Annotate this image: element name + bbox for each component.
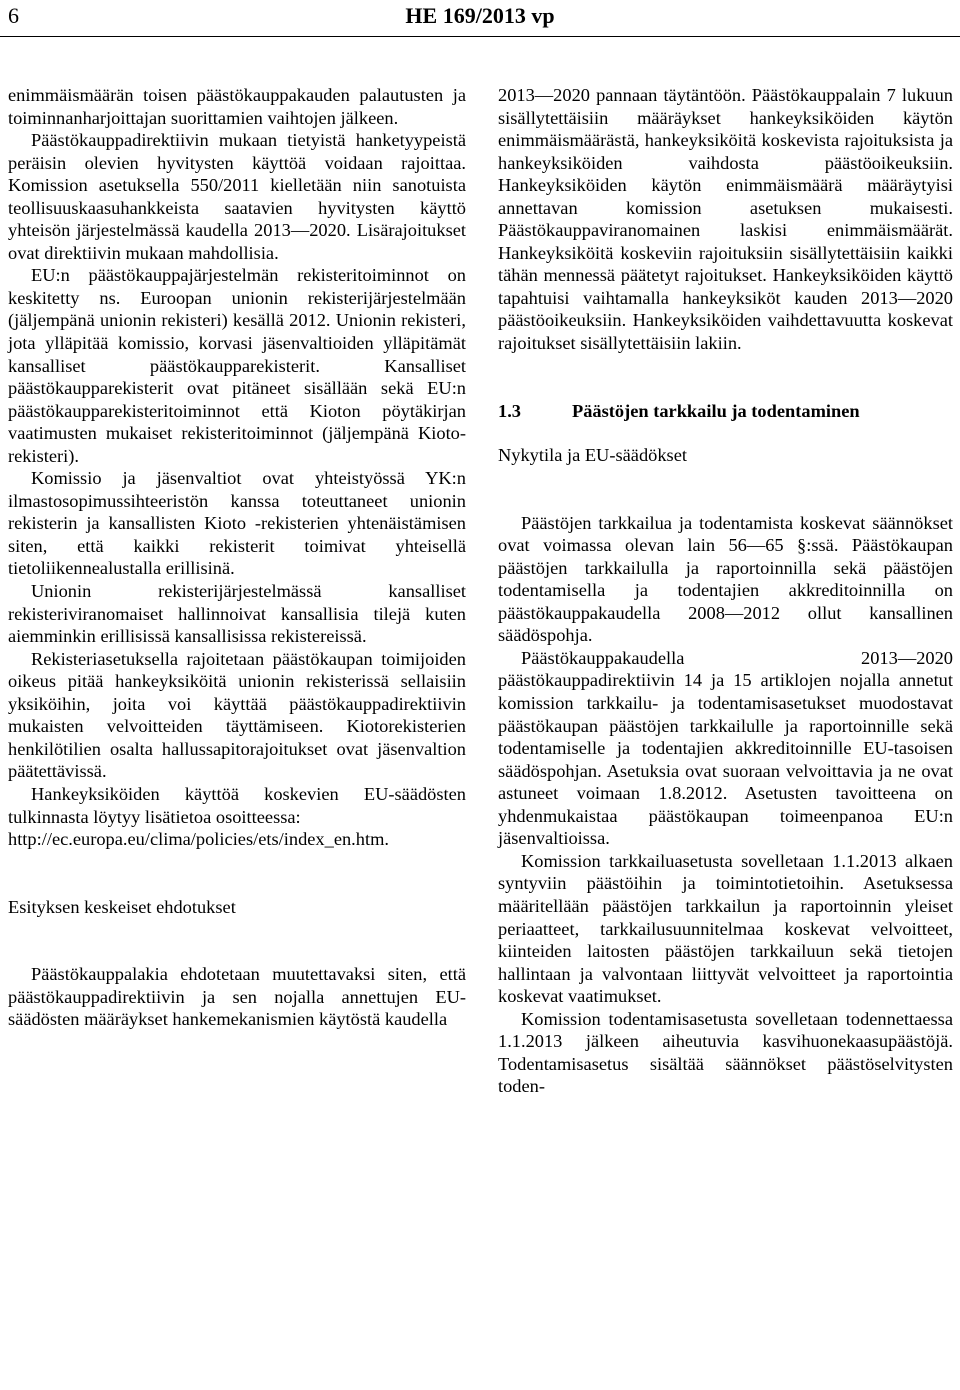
reference-url[interactable]: http://ec.europa.eu/clima/policies/ets/index_en.htm. [8,829,389,850]
paragraph: Päästökauppakaudella 2013—2020 päästökauppadirektiivin 14 ja 15 artiklojen nojalla annetut komission tarkkailu- ja todentamisasetukset muodostavat päästökaupan päästöjen tarkkailulle ja raportoinnille sekä todentamiselle ja todentajien akkreditoinnille EU-tasoisen säädöspohjan. Asetuksia ovat suoraan velvoittavia ja ne ovat astuneet voimaan 1.8.2012. Asetusten tavoitteena on yhdenmukaistaa päästökaupan toimeenpanoa EU:n jäsenvaltioissa. [498,647,953,849]
paragraph: EU:n päästökauppajärjestelmän rekisteritoiminnot on keskitetty ns. Euroopan unionin rekisterijärjestelmään (jäljempänä unionin rekisteri) kesällä 2012. Unionin rekisteri, jota ylläpitää komissio, korvasi jäsenvaltioiden ylläpitämät kansalliset päästökaupparekisterit. Kansalliset päästökaupparekisterit ovat pitäneet sisällään sekä EU:n päästökaupparekisteritoiminnot että Kioton pöytäkirjan vaatimusten mukaiset rekisteritoiminnot (jäljempänä Kioto-rekisteri). [8,265,466,466]
page-number: 6 [8,3,19,28]
section-number: 1.3 [498,400,521,421]
paragraph: Komissio ja jäsenvaltiot ovat yhteistyössä YK:n ilmastosopimussihteeristön kanssa toteuttaneet unionin rekisterin ja kansallisten Kioto -rekisterien yhtenäistämisen siten, että kaikki rekisterit toimivat yhteisellä tietoliikennealustalla erillisinä. [8,468,466,579]
paragraph: Rekisteriasetuksella rajoitetaan päästökaupan toimijoiden oikeus pitää hankeyksiköitä unionin rekisterissä sellaisiin yksiköihin, joita voi käyttää päästökauppadirektiivin mukaisten velvoitteiden täyttämiseen. Kiotorekisterien henkilötilien osalta hallussapitorajoitukset ovat jäsenvaltion päätettävissä. [8,648,466,782]
left-column [8,84,466,1031]
right-column [498,84,953,1098]
section-heading: Esityksen keskeiset ehdotukset [8,896,236,917]
paragraph: Päästökauppalakia ehdotetaan muutettavaksi siten, että päästökauppadirektiivin ja sen nojalla annettujen EU-säädösten määräykset hankemekanismien käytöstä kaudella [8,964,466,1030]
paragraph: enimmäismäärän toisen päästökauppakauden palautusten ja toiminnanharjoittajan suorittamien vaihtojen jälkeen. [8,85,466,128]
paragraph: Komission todentamisasetusta sovelletaan todennettaessa 1.1.2013 jälkeen aiheutuvia kasvihuonekaasupäästöjä. Todentamisasetus sisältää säännökset päästöselvitysten toden- [498,1008,953,1097]
paragraph: Hankeyksiköiden käyttöä koskevien EU-säädösten tulkinnasta löytyy lisätietoa osoitteessa: [8,783,466,827]
paragraph: Päästöjen tarkkailua ja todentamista koskevat säännökset ovat voimassa olevan lain 56—65 §:ssä. Päästökaupan päästöjen tarkkailulla ja raportoinnilla sekä päästöjen todentamisella ja todentajien akkreditoinnilla on päästökauppakaudella 2008—2012 ollut kansallinen säädöspohja. [498,512,953,646]
header-divider [0,36,960,37]
subsection-heading: Nykytila ja EU-säädökset [498,445,687,466]
paragraph: Päästökauppadirektiivin mukaan tietyistä hanketyypeistä peräisin olevien hyvitysten käyttöä voidaan rajoittaa. Komission asetuksella 550/2011 kielletään niin sanotuista teollisuuskaasuhankkeista saatavien hyvitysten käyttö yhteisön järjestelmässä kaudella 2013—2020. Lisärajoitukset ovat direktiivin mukaan mahdollisia. [8,130,466,263]
section-title [498,400,953,423]
document-id: HE 169/2013 vp [405,3,555,28]
section-title-text: Päästöjen tarkkailu ja todentaminen [572,400,860,421]
paragraph: Unionin rekisterijärjestelmässä kansalliset rekisteriviranomaiset hallinnoivat kansallisia tilejä kuten aiemminkin erillisissä kansallisissa rekistereissä. [8,581,466,647]
paragraph: 2013—2020 pannaan täytäntöön. Päästökauppalain 7 lukuun sisällytettäisiin määräykset hankeyksiköiden käytön enimmäismäärästä, hankeyksiköitä koskevista rajoituksista ja hankeyksiköiden vaihdosta päästöoikeuksiin. Hankeyksiköiden käytön enimmäismäärä määräytyisi annettavan komission asetuksen mukaisesti. Päästökauppaviranomainen laskisi enimmäismäärät. Hankeyksiköitä koskeviin rajoituksiin sisällytettäisiin kaikki tähän mennessä päätetyt rajoitukset. Hankeyksiköiden käyttö tapahtuisi vaihtamalla hankeyksiköt kauden 2013—2020 päästöoikeuksiin. Hankeyksiköiden vaihdettavuutta koskevat rajoitukset sisällytettäisiin lakiin. [498,85,953,354]
paragraph: Komission tarkkailuasetusta sovelletaan 1.1.2013 alkaen syntyviin päästöihin ja toimintotietoihin. Asetuksessa määritellään päästöjen tarkkailun ja raportoinnin yleiset periaatteet, tarkkailusuunnitelmaa koskevat velvoitteet, kiinteiden laitosten päästöjen tarkkailuun sekä tietojen hallintaan ja valvontaan liittyvät velvoitteet ja raportointia koskevat vaatimukset. [498,850,953,1007]
